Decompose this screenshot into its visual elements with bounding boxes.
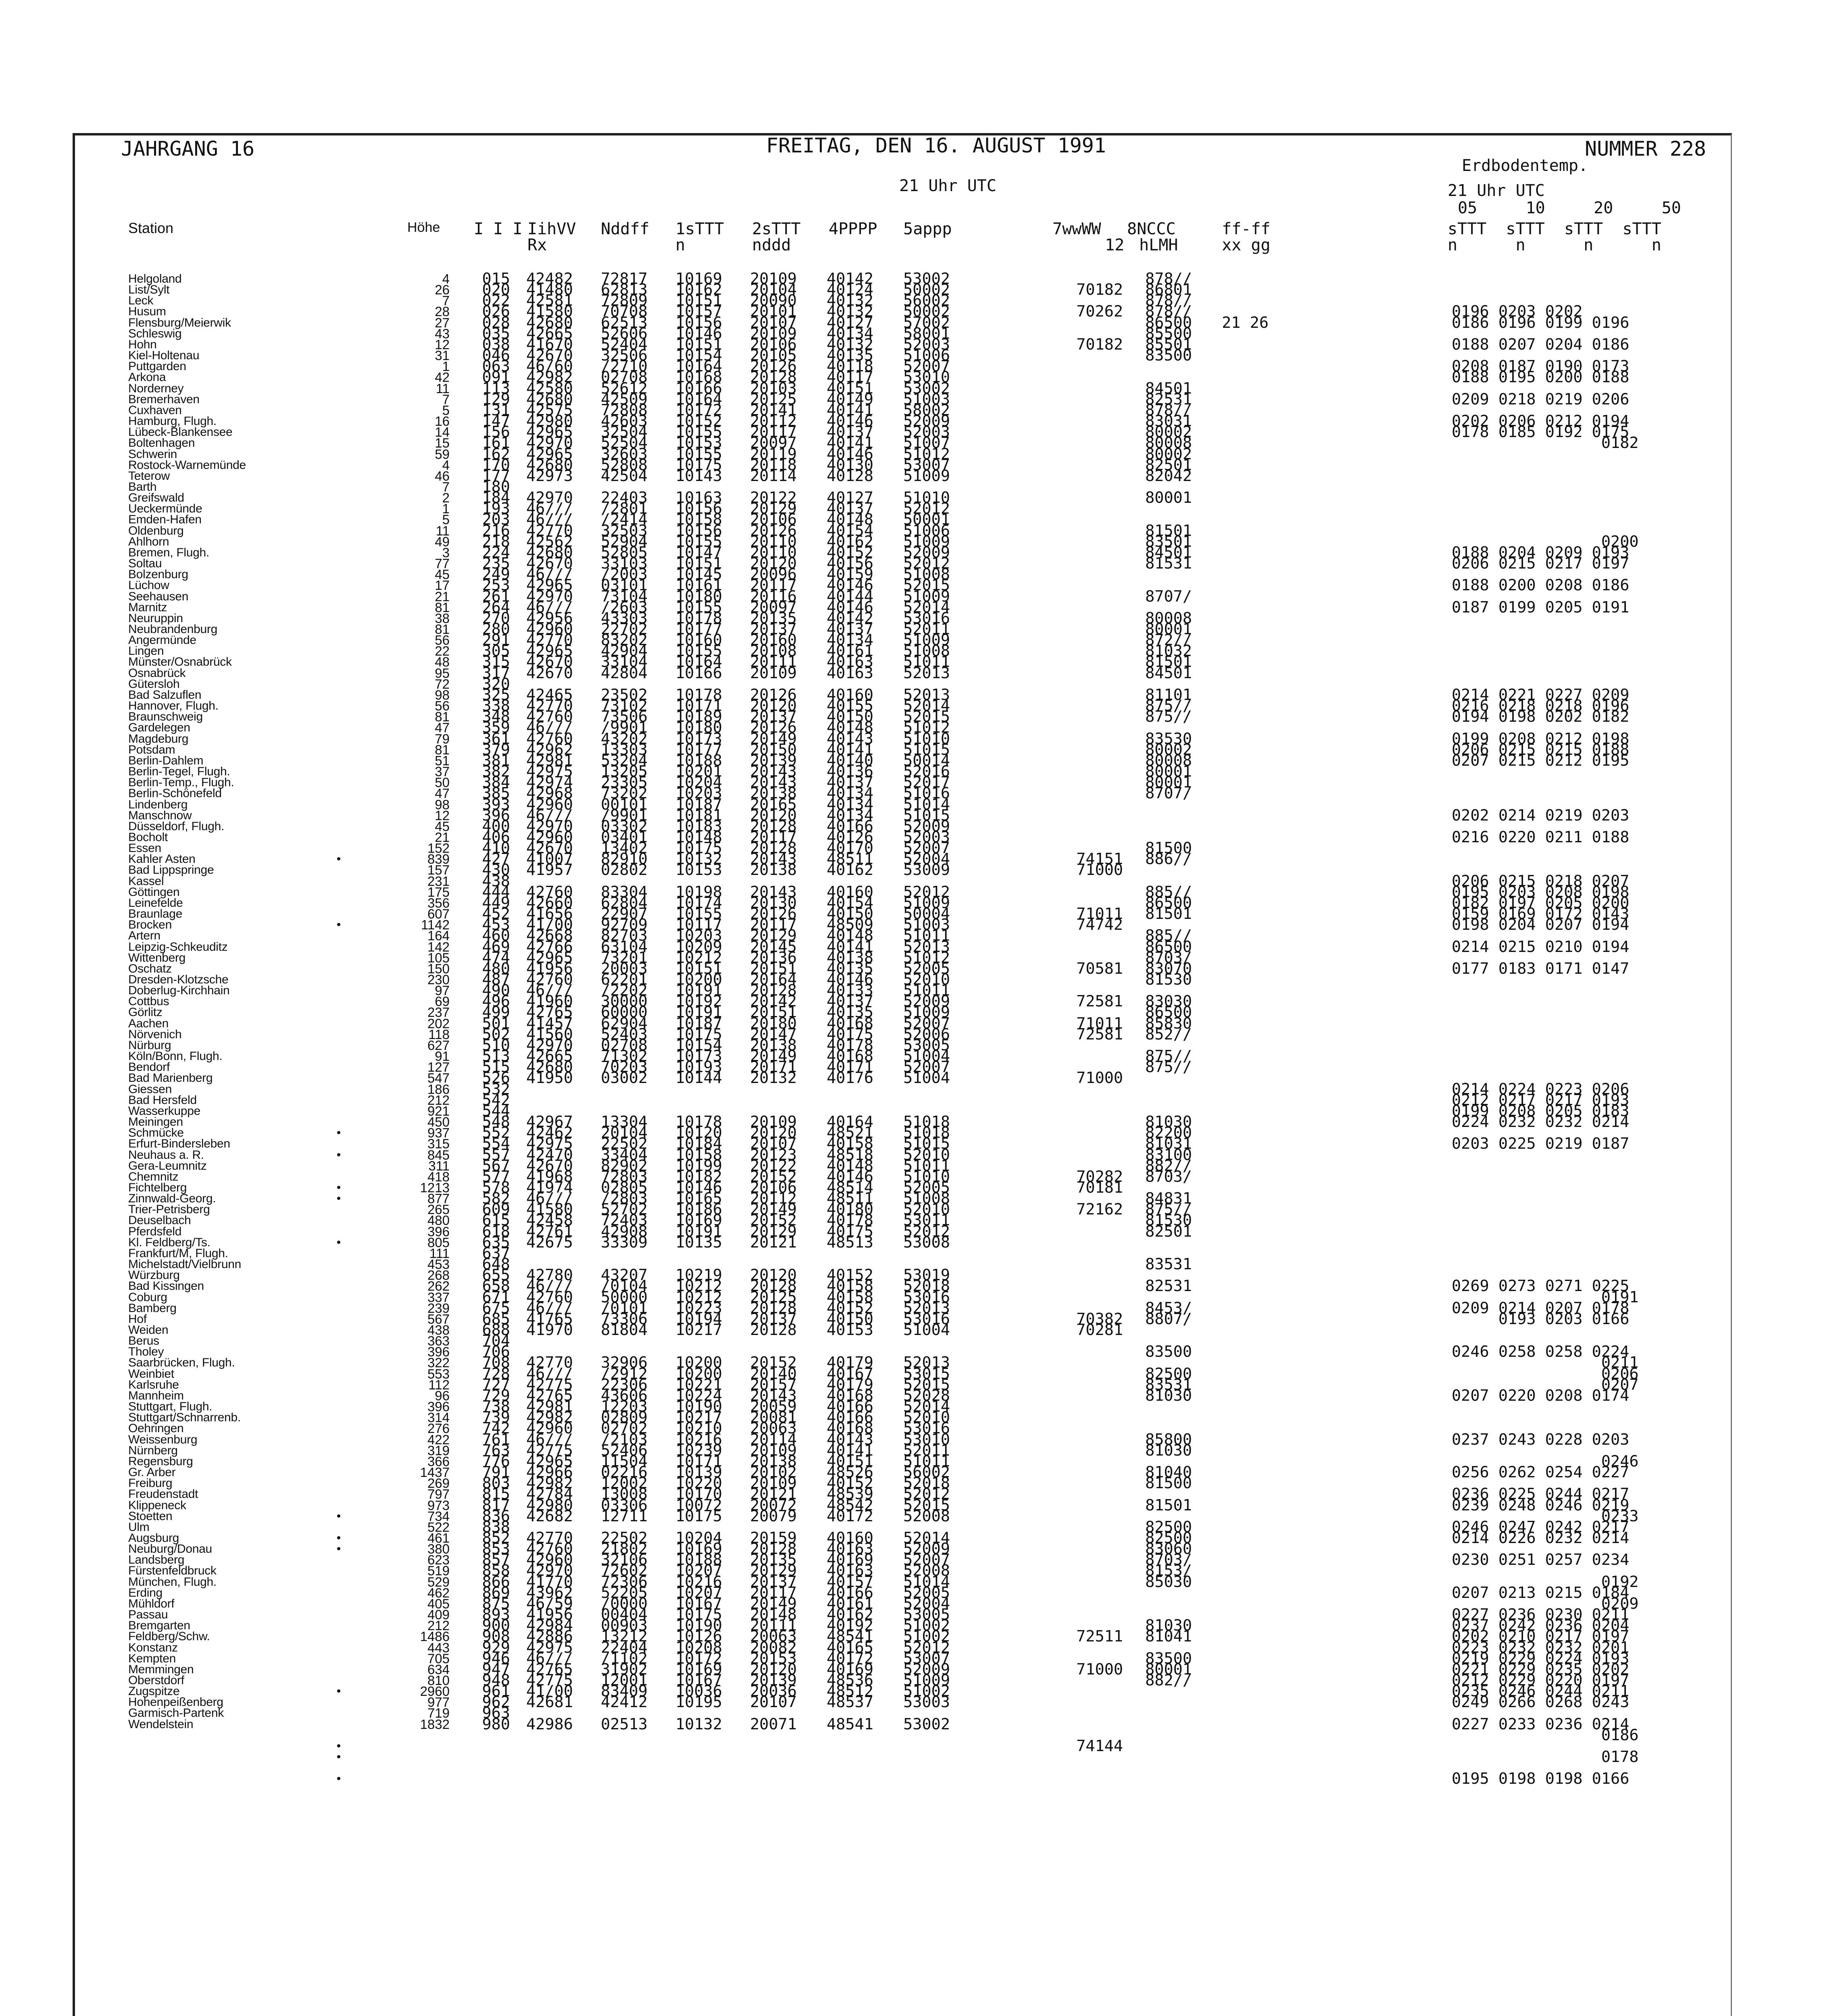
issue-number: NUMMER 228 [1585,137,1707,160]
header-ww-sub: 12 [1105,236,1125,254]
soil-observation-time: 21 Uhr UTC [1448,181,1545,200]
tendency-column: 53002 50002 56002 50002 57002 58001 52003 51006 52007 53010 53002 51003 58002 52009 52003 51007 51012 53007 51009 51010 52012 50001 51006 51009 52009 52012 51008 52015 51009 52014 53016 52011 51009 51008 51011 52013 52013 52014 52015 51012 51010 51015 50014 52016 52017 51016 51014 51015 52009 52003 52007 52004 53009 52012 51009 50004 51003 51011 52013 51012 52005 52010 51011 52009 51009 52007 52006 53005 51004 52007 51004 51018 51018 51015 52010 51011 51010 52005 51008 52010 53011 52012 53008 53019 52018 53016 52013 53016 51004 52013 53015 52015 52028 52014 52010 53016 53010 52011 51011 56002 52018 52012 52015 52008 52014 52009 52007 52008 51014 52005 52004 53005 51002 51002 52012 53007 52009 51009 51002 53003 53002 [903,270,950,1733]
header-nccc-sub: hLMH [1139,236,1178,254]
station-height-column: 4 26 7 28 27 43 12 31 1 42 11 7 5 16 14 15 59 4 46 7 2 1 5 11 49 3 77 45 17 21 81 38 81 56 22 48 95 72 98 56 81 47 79 81 51 37 50 47 98 12 45 21 152 839 157 231 175 356 607 1142 164 142 105 150 230 97 69 237 202 118 627 91 127 547 186 212 921 450 937 315 845 311 418 1213 877 265 480 396 805 111 453 268 262 337 239 567 438 363 396 322 553 112 96 396 314 276 422 319 366 1437 269 797 973 734 522 461 380 623 519 529 462 405 409 212 1486 443 705 634 810 2960 977 719 1832 [420,271,450,1732]
header-iihvv: IihVV [527,220,576,238]
station-names-column: Helgoland List/Sylt Leck Husum Flensburg/Meierwik Schleswig Hohn Kiel-Holtenau Puttgarden Arkona Norderney Bremerhaven Cuxhaven Hamburg, Flugh. Lübeck-Blankensee Boltenhagen Schwerin Rostock-Warnemünde Teterow Barth Greifswald Ueckermünde Emden-Hafen Oldenburg Ahlhorn Bremen, Flugh. Soltau Bolzenburg Lüchow Seehausen Marnitz Neuruppin Neubrandenburg Angermünde Lingen Münster/Osnabrück Osnabrück Gütersloh Bad Salzuflen Hannover, Flugh. Braunschweig Gardelegen Magdeburg Potsdam Berlin-Dahlem Berlin-Tegel, Flugh. Berlin-Temp., Flugh. Berlin-Schönefeld Lindenberg Manschnow Düsseldorf, Flugh. Bocholt Essen Kahler Asten Bad Lippspringe Kassel Göttingen Leinefelde Braunlage Brocken Artern Leipzig-Schkeuditz Wittenberg Oschatz Dresden-Klotzsche Doberlug-Kirchhain Cottbus Görlitz Aachen Nörvenich Nürburg Köln/Bonn, Flugh. Bendorf Bad Marienberg Giessen Bad Hersfeld Wasserkuppe Meiningen Schmücke Erfurt-Bindersleben Neuhaus a. R. Gera-Leumnitz Chemnitz Fichtelberg Zinnwald-Georg. Trier-Petrisberg Deuselbach Pferdsfeld Kl. Feldberg/Ts. Frankfurt/M, Flugh. Michelstadt/Vielbrunn Würzburg Bad Kissingen Coburg Bamberg Hof Weiden Berus Tholey Saarbrücken, Flugh. Weinbiet Karlsruhe Mannheim Stuttgart, Flugh. Stuttgart/Schnarrenb. Oehringen Weissenburg Nürnberg Regensburg Gr. Arber Freiburg Freudenstadt Klippeneck Stoetten Ulm Augsburg Neuburg/Donau Landsberg Fürstenfeldbruck München, Flugh. Erding Mühldorf Passau Bremgarten Feldberg/Schw. Konstanz Kempten Memmingen Oberstdorf Zugspitze Hohenpeißenberg Garmisch-Partenk Wendelstein [128,272,246,1731]
header-soil-n: n n n n [1448,236,1661,254]
header-sttt1-sub: n [675,236,686,254]
temperature-1-column: 10169 10162 10151 10157 10156 10146 10151 10154 10164 10168 10166 10164 10172 10152 10155 10153 10155 10175 10143 10163 10156 10158 10156 10155 10147 10151 10145 10161 10180 10155 10178 10177 10160 10155 10164 10166 10178 10171 10189 10180 10173 10177 10188 10201 10204 10203 10187 10181 10183 10148 10175 10132 10153 10198 10174 10155 10117 10203 10209 10212 10151 10200 10191 10192 10191 10187 10175 10154 10173 10193 10144 10178 10120 10184 10158 10199 10182 10146 10165 10186 10169 10191 10135 10219 10212 10212 10223 10194 10217 10200 10200 10221 10224 10190 10217 10210 10216 10239 10171 10139 10220 10170 10072 10175 10204 10169 10188 10207 10216 10207 10167 10175 10190 10126 10208 10172 10169 10167 10036 10195 10132 [675,270,722,1733]
header-soil-sttt: sTTT sTTT sTTT sTTT [1448,220,1661,238]
header-nddff: Nddff [601,220,650,238]
iihvv-column: 42482 41480 42581 41580 42680 42665 41670 42670 46/60 42982 42580 42680 42575 42980 42965 42970 42965 42680 42973 42970 46/// 46/// 42770 42562 42680 42670 46/// 42965 42970 46/// 42956 42960 42770 42965 42670 42670 42465 42770 42760 46/// 42760 42962 42981 42975 42974 42968 42960 46/// 42970 42960 42670 41007 41957 42760 42660 41656 41/00 42668 42766 42965 41956 42760 46/// 41960 42765 41457 41560 42970 42665 42680 41950 42967 42462 42975 42470 42670 41968 41974 46/// 41580 42458 42761 42675 42780 46/// 42760 46/// 41765 41970 42770 46/// 42775 42765 42981 42982 42960 46/// 42775 42965 42966 42982 42784 42980 42682 42770 42760 42960 42970 41770 43962 46/59 41956 42984 42886 42975 46/// 42765 42775 41/00 42681 42986 [526,270,573,1733]
header-sttt2: 2sTTT [752,220,801,238]
header-ff-sub: xx gg [1222,236,1271,254]
date-title: FREITAG, DEN 16. AUGUST 1991 [766,134,1106,157]
header-height: Höhe [407,220,440,235]
weather-column: 70182 70262 70182 74151 71000 71011 74742 70581 72581 71011 72581 71000 70282 70181 72162 70382 70281 72511 71000 74144 [1076,281,1123,1755]
header-ff: ff-ff [1222,220,1271,238]
header-ww: 7wwWW [1052,220,1101,238]
soil-depths-header: 05 10 20 50 [1458,199,1681,217]
soil-temperature-column: 0196 0203 0202 0186 0196 0199 0196 0188 0207 0204 0186 0208 0187 0190 0173 0188 0195 0200 0188 0209 0218 0219 0206 0202 0206 0212 0194 0178 0185 0192 0175 0182 0200 0188 0204 0209 0193 0206 0215 0217 0197 0188 0200 0208 0186 0187 0199 0205 0191 0214 0221 0227 0209 0216 0218 0218 0196 0194 0198 0202 0182 0199 0208 0212 0198 0206 0215 0215 0188 0207 0215 0212 0195 0202 0214 0219 0203 0216 0220 0211 0188 0206 0215 0218 0207 0195 0203 0208 0198 0182 0197 0205 0200 0159 0169 0172 0143 0198 0204 0207 0194 0214 0215 0210 0194 0177 0183 0171 0147 0214 0224 0223 0206 0212 0217 0217 0193 0199 0208 0205 0183 0224 0232 0232 0214 0203 0225 0219 0187 0269 0273 0271 0225 0191 0209 0214 0207 0178 0193 0203 0166 0246 0258 0258 0224 0211 0206 0207 0207 0220 0208 0174 0237 0243 0228 0203 0246 0256 0262 0254 0227 0236 0225 0244 0217 0239 0248 0246 0219 0233 0246 0247 0242 0217 0214 0226 0232 0214 0230 0251 0257 0234 0192 0207 0213 0215 0184 0209 0227 0236 0230 0211 0237 0242 0236 0204 0202 0210 0217 0197 0223 0232 0232 0201 0219 0229 0224 0193 0221 0229 0235 0202 0212 0229 0220 0197 0235 0246 0244 0211 0249 0266 0268 0243 0227 0233 0236 0214 0186 0178 0195 0198 0198 0166 [1452,302,1639,1788]
header-station: Station [128,220,174,236]
mountain-station-marker-column: • • • • • • • • • • • • • • [336,852,341,1786]
temperature-2-column: 20109 20104 20090 20101 20107 20109 20106 20105 20126 20128 20103 20125 20141 20112 20117 20097 20119 20118 20114 20122 20129 20106 20126 20110 20110 20120 20096 20117 20116 20097 20135 20137 20160 20108 20111 20109 20126 20120 20137 20126 20149 20150 20139 20143 20143 20138 20165 20120 20128 20117 20128 20143 20138 20143 20130 20126 20117 20129 20145 20136 20151 20164 20128 20142 20151 20180 20147 20138 20149 20171 20132 20109 20120 20107 20123 20122 20152 20106 20112 20149 20152 20129 20121 20120 20128 20125 20128 20137 20128 20152 20140 20157 20143 20059 20081 20063 20114 20109 20138 20102 20109 20121 20072 20079 20159 20128 20135 20129 20137 20117 20149 20148 20111 20063 20082 20153 20120 20139 20036 20107 20071 [750,270,797,1733]
cloud-column: 878// 86801 878// 878// 86500 85500 85501 83500 84501 82531 878// 83031 80002 80008 80002 82501 82042 80001 81501 83501 84501 81531 8707/ 80008 80001 872// 81032 81501 84501 81101 875// 875// 83530 80002 80008 80001 80001 8707/ 81500 886// 885// 86500 81501 885// 86500 8703/ 83070 81530 83030 86500 85830 852// 875// 875// 81030 82200 81031 83100 882// 8703/ 84831 875// 81530 82501 83531 82531 8453/ 8807/ 83500 82500 83531 81030 85800 81030 81040 81500 81501 82500 82500 83060 8703/ 8153/ 85030 81030 81041 83500 80001 882// [1145,270,1192,1689]
station-index-column: 015 020 022 026 028 035 038 046 063 091 113 129 131 147 156 161 162 170 177 180 184 193 203 216 218 224 235 249 253 261 264 270 280 291 305 315 317 320 325 338 348 359 361 379 381 382 384 385 393 396 400 406 410 427 430 438 444 449 452 453 460 469 474 480 487 490 496 499 501 502 510 513 515 526 532 542 544 548 552 554 557 567 577 578 582 609 615 618 635 637 648 655 658 671 675 685 688 704 706 708 728 727 729 738 739 742 761 763 776 791 803 815 817 836 838 852 853 857 858 866 869 875 893 900 908 929 946 947 948 961 962 963 980 [482,270,510,1733]
observation-time: 21 Uhr UTC [899,177,996,195]
header-appp: 5appp [903,220,952,238]
header-nccc: 8NCCC [1127,220,1176,238]
header-pppp: 4PPPP [829,220,877,238]
header-sttt2-sub: nddd [752,236,791,254]
nddff-column: 72817 62813 72809 70708 62513 52606 52404 32506 /2710 02708 52612 42509 72808 42603 32504 52504 32603 52808 42504 22403 /2801 /2414 32503 52904 52805 33103 /2003 03101 73104 /2603 43303 22702 83202 42904 33104 42804 23502 73102 73506 /9901 43202 13303 53204 13205 23305 73202 00101 /9901 03302 03401 13402 82910 02802 83304 62804 22907 92709 82703 63104 73201 20003 62201 /2202 30000 60000 62904 52403 02708 71302 70203 03002 13304 20104 22502 33404 82902 72803 02805 /2803 52702 72403 42908 33309 43207 /0104 50000 /0101 73306 81804 32906 /2912 22306 43606 12203 02809 02702 /2103 52406 11504 02216 12002 13008 03306 12711 22502 21802 32106 72602 72306 52205 /0000 00404 00903 13212 22404 /1102 31902 12001 83409 42412 02513 [601,270,648,1733]
pressure-column: 40142 40124 40132 40132 40127 40134 40132 40135 40118 40117 40151 40149 40141 40146 40137 40141 40146 40130 40128 40127 40137 40148 40154 40162 40152 40156 40159 40146 40144 40146 40142 40137 40134 40161 40163 40163 40160 40155 40150 40148 40143 40141 40140 40136 40137 40134 40134 40134 40166 40126 40170 48511 40162 40160 40154 40150 48509 40148 40141 40138 40135 40146 40133 40137 40135 40168 40175 40178 40168 40171 40176 40164 48521 40158 48518 40148 40146 48514 48511 40180 40178 40175 48513 40152 40158 40158 40152 40150 40153 40179 40167 40179 40168 40166 40166 40168 40143 40141 40151 48526 40152 48539 48542 40172 40160 40163 40169 40163 40157 40166 40161 40162 40192 48541 40165 40172 40169 48536 48512 48537 48541 [827,270,873,1733]
header-iii: I I I [474,220,523,238]
wind-gust-column: 21 26 [1222,313,1269,332]
volume-label: JAHRGANG 16 [121,137,255,160]
soil-temperature-title: Erdbodentemp. [1462,156,1588,175]
header-iihvv-sub: Rx [527,236,547,254]
header-sttt1: 1sTTT [675,220,724,238]
